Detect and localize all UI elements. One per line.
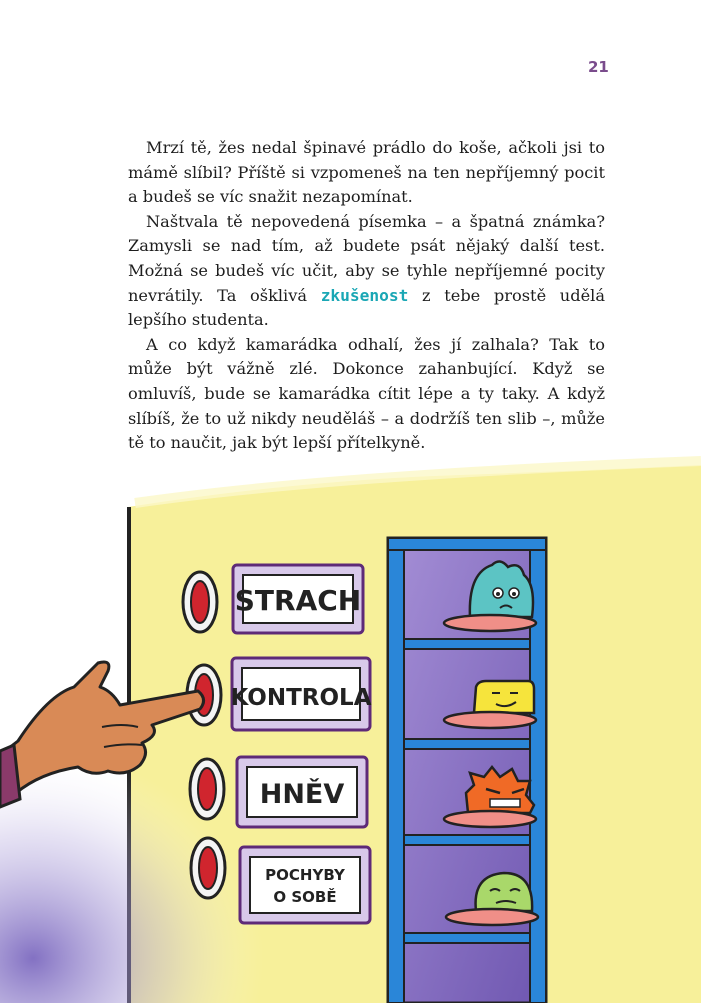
label-hnev: HNĚV [259, 779, 345, 810]
red-button-1 [183, 572, 217, 632]
paragraph-test-end: z tebe prostě udělá lepšího studenta. [128, 285, 605, 330]
label-plate-hnev [237, 757, 367, 827]
paragraph-laundry: Mrzí tě, žes nedal špinavé prádlo do koše, ačkoli jsi to mámě slíbil? Příště si vzpomeneš na ten nepříjemný pocit a budeš se víc snažit nezapomínat. [128, 138, 605, 207]
label-strach: STRACH [234, 584, 362, 617]
keyword-highlight: zkušenost [320, 285, 409, 305]
page-number: 21 [588, 58, 609, 76]
label-plate-strach [233, 565, 363, 633]
label-plate-pochyby [240, 847, 370, 923]
emotion-control-panel-illustration [0, 455, 701, 1003]
paragraph-test [128, 210, 605, 333]
label-plate-kontrola [231, 658, 372, 730]
paragraph-test-start: Naštvala tě nepovedená písemka – a špatná známka? Zamysli se nad tím, až budete psát nějaký další test. Možná se budeš víc učit, aby se tyhle nepříjemné pocity nevrátily. Ta ošklivá [128, 211, 605, 305]
label-pochyby-line2: O SOBĚ [273, 888, 337, 906]
label-pochyby-line1: POCHYBY [265, 866, 345, 884]
red-button-4 [191, 838, 225, 898]
label-kontrola: KONTROLA [230, 685, 372, 711]
red-button-3 [190, 759, 224, 819]
paragraph-friend: A co když kamarádka odhalí, žes jí zalhala? Tak to může být vážně zlé. Dokonce zahanbující. Když se omluvíš, bude se kamarádka cítit lépe a ty taky. A když slíbíš, že to už nikdy neuděláš – a dodržíš ten slib –, může tě to naučit, jak být lepší přítelkyně. [128, 334, 605, 453]
body-text [128, 136, 605, 456]
